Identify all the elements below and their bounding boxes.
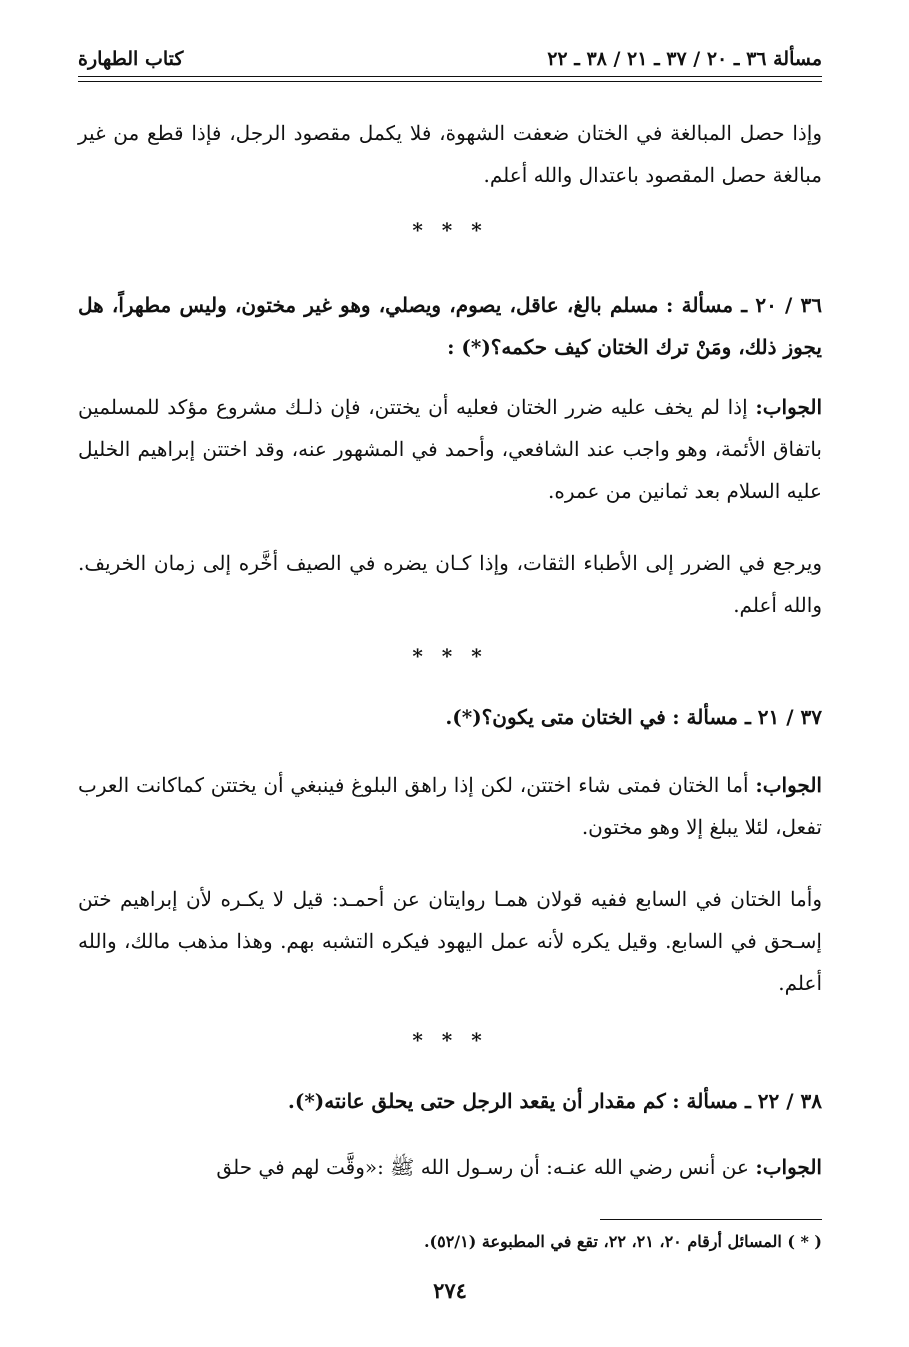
answer-37-paragraph-2: وأما الختان في السابع ففيه قولان همـا روايتان عن أحمـد: قيل لا يكـره لأن إبراهيم ختن إسـحق في السابع. وقيل يكره لأنه عمل اليهود فيكره التشبه بهم. وهذا مذهب مالك، والله أعلم. bbox=[78, 887, 822, 995]
answer-36-label: الجواب: bbox=[755, 395, 823, 419]
answer-36-text-1: إذا لم يخف عليه ضرر الختان فعليه أن يختتن، فإن ذلـك مشروع مؤكد للمسلمين باتفاق الأئمة، وهو واجب عند الشافعي، وأحمد في المشهور عنه، وقد اختتن إبراهيم الخليل عليه السلام بعد ثمانين من عمره. bbox=[78, 395, 822, 503]
question-38 bbox=[78, 1080, 822, 1122]
header-rule-top bbox=[78, 76, 822, 77]
page-number: ٢٧٤ bbox=[433, 1278, 467, 1303]
answer-38-label: الجواب: bbox=[755, 1155, 822, 1179]
answer-37-label: الجواب: bbox=[755, 773, 822, 797]
section-separator: * * * bbox=[412, 218, 488, 242]
footnote-rule bbox=[600, 1219, 822, 1220]
question-37 bbox=[78, 696, 822, 738]
answer-37-paragraph-1 bbox=[78, 764, 822, 848]
answer-36-paragraph-1 bbox=[78, 386, 822, 512]
question-37-number: ٣٧ / ٢١ ـ مسألة : bbox=[672, 705, 822, 729]
question-37-text: في الختان متى يكون؟(*). bbox=[445, 705, 666, 729]
answer-36-paragraph-2: ويرجع في الضرر إلى الأطباء الثقات، وإذا كـان يضره في الصيف أخَّره إلى زمان الخريف. والله أعلم. bbox=[78, 551, 822, 617]
answer-38-paragraph-1 bbox=[78, 1146, 822, 1188]
section-separator: * * * bbox=[412, 1028, 488, 1052]
footnote: ( * ) المسائل أرقام ٢٠، ٢١، ٢٢، تقع في المطبوعة (٥٢/١). bbox=[423, 1232, 822, 1251]
header-book-title: كتاب الطهارة bbox=[78, 48, 184, 70]
header-rule-bottom bbox=[78, 81, 822, 82]
question-36-text: مسلم بالغ، عاقل، يصوم، ويصلي، وهو غير مختون، وليس مطهراً، هل يجوز ذلك، ومَنْ ترك الختان كيف حكمه؟(*) : bbox=[78, 293, 822, 359]
header-section-numbers: مسألة ٣٦ ـ ٢٠ / ٣٧ ـ ٢١ / ٣٨ ـ ٢٢ bbox=[547, 48, 822, 70]
question-36 bbox=[78, 284, 822, 368]
intro-paragraph: وإذا حصل المبالغة في الختان ضعفت الشهوة، فلا يكمل مقصود الرجل، فإذا قطع من غير مبالغة حصل المقصود باعتدال والله أعلم. bbox=[78, 121, 822, 187]
running-header bbox=[78, 44, 822, 74]
section-separator: * * * bbox=[412, 644, 488, 668]
answer-38-text-1: عن أنس رضي الله عنـه: أن رسـول الله ﷺ :«وقَّت لهم في حلق bbox=[216, 1155, 749, 1179]
question-36-number: ٣٦ / ٢٠ ـ مسألة : bbox=[666, 293, 822, 317]
question-38-text: كم مقدار أن يقعد الرجل حتى يحلق عانته(*). bbox=[287, 1089, 666, 1113]
question-38-number: ٣٨ / ٢٢ ـ مسألة : bbox=[672, 1089, 822, 1113]
answer-37-text-1: أما الختان فمتى شاء اختتن، لكن إذا راهق البلوغ فينبغي أن يختتن كماكانت العرب تفعل، لئلا يبلغ إلا وهو مختون. bbox=[78, 773, 822, 839]
